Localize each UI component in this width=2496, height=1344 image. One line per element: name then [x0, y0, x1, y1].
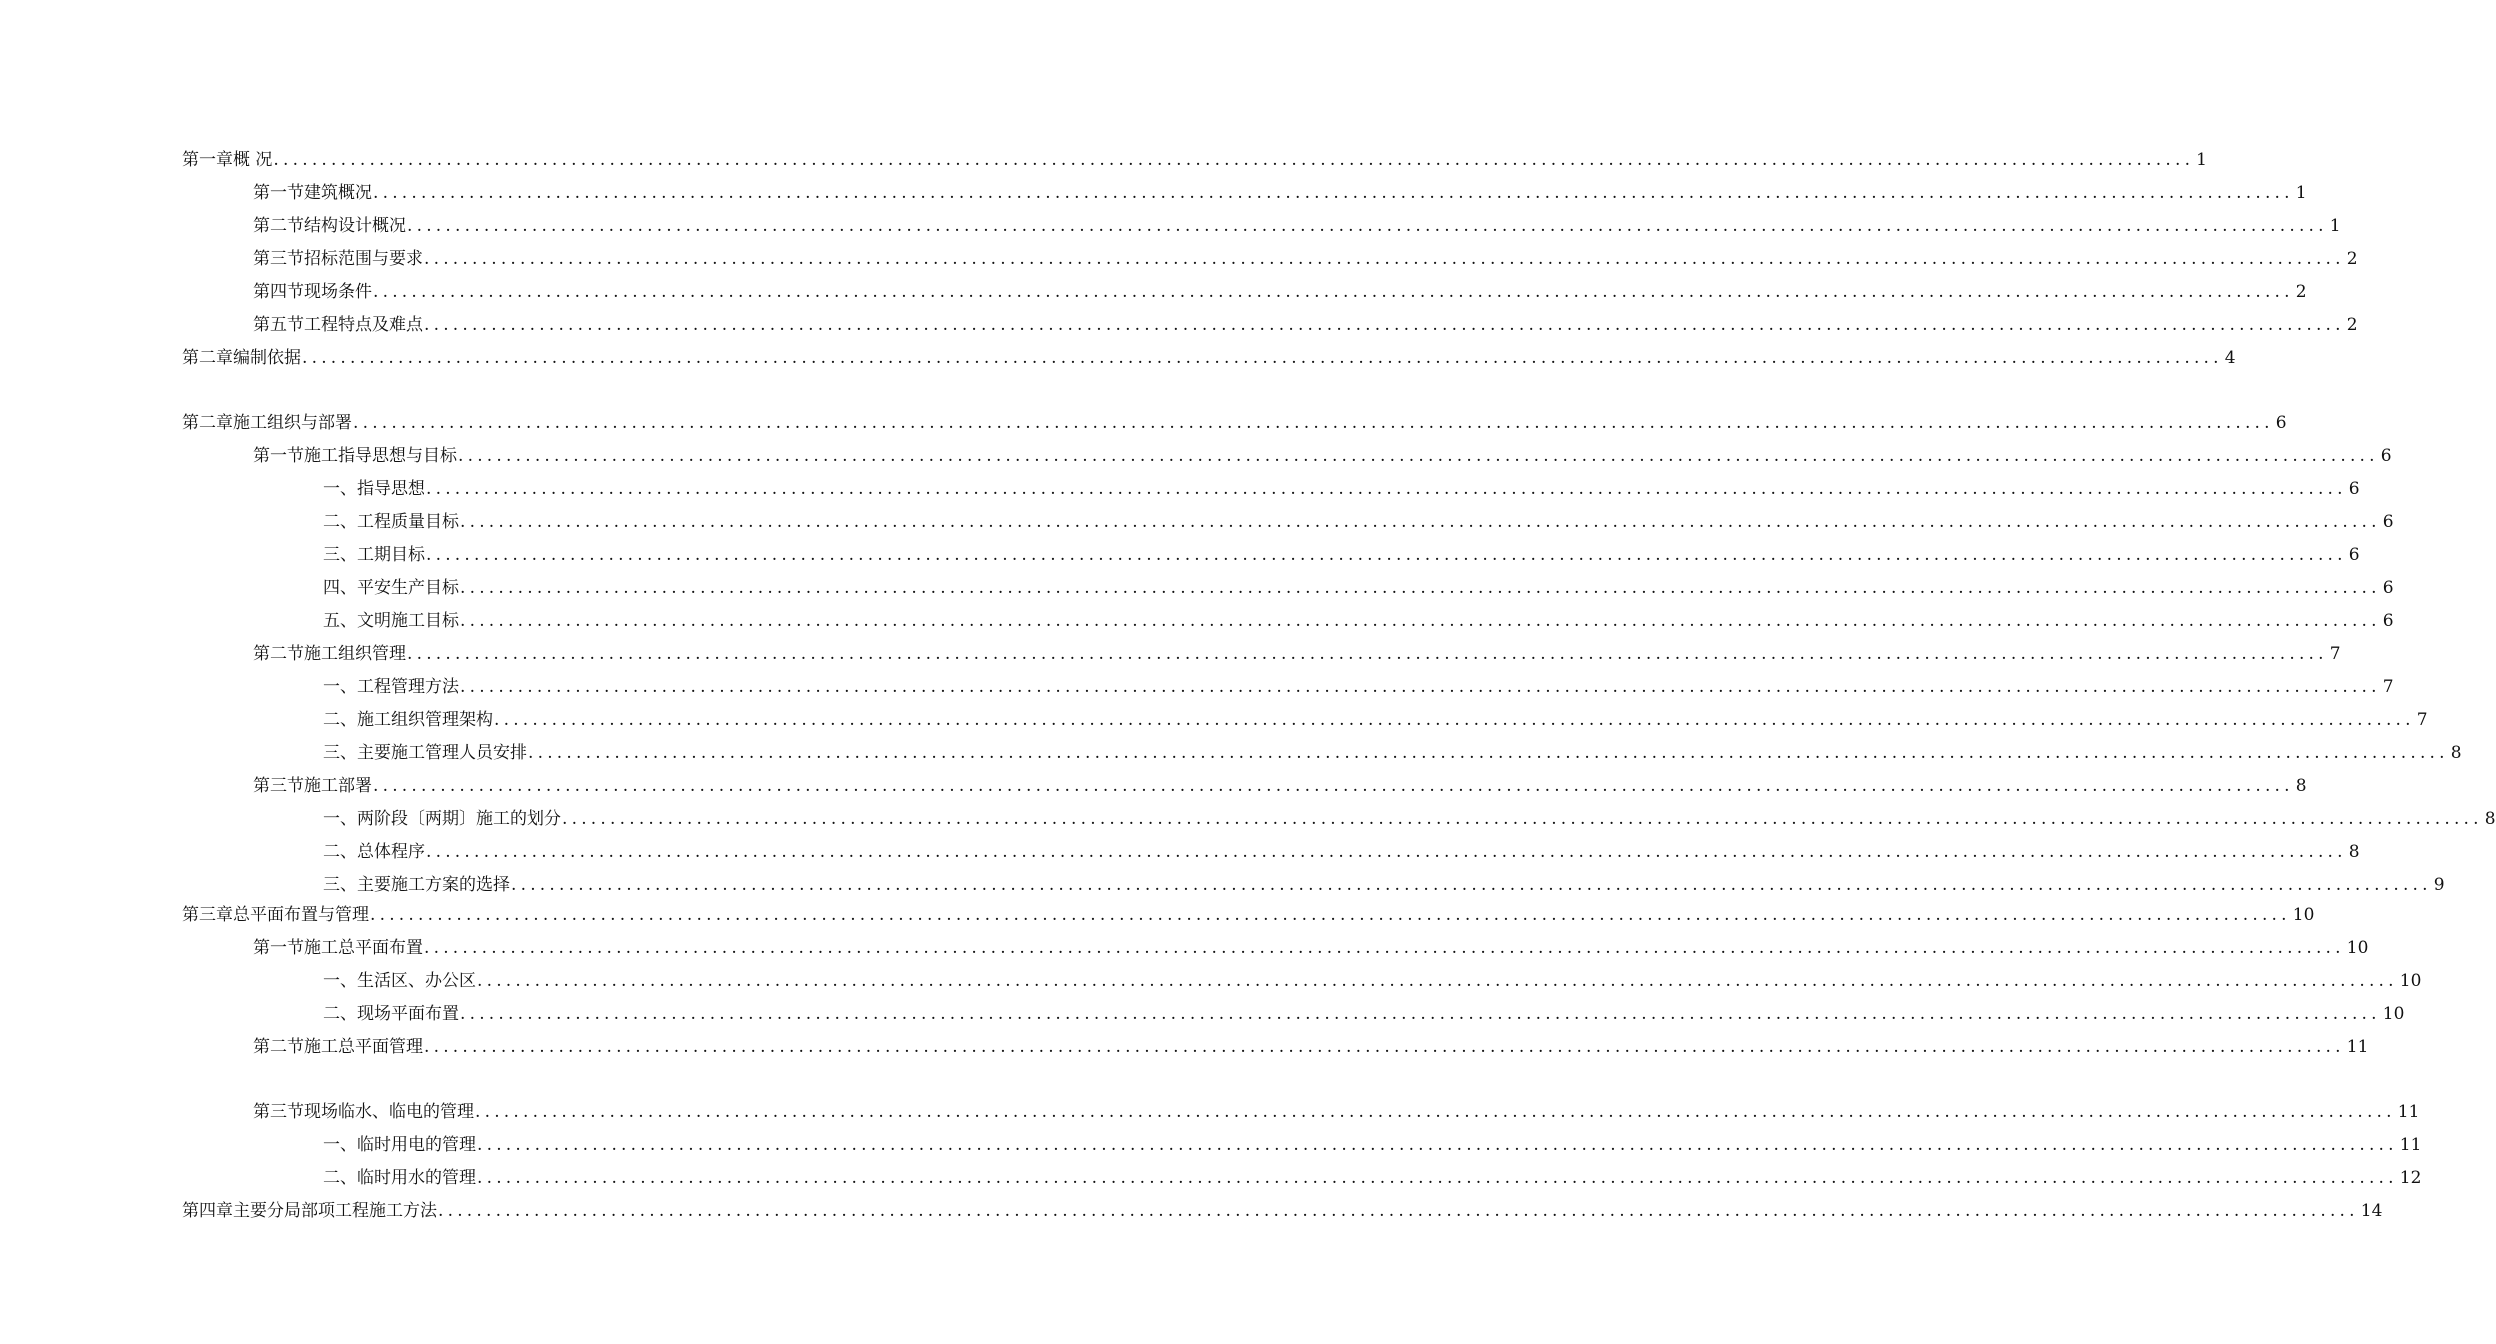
toc-entry[interactable]	[253, 934, 2369, 962]
toc-entry-page-number: 2	[2346, 249, 2358, 269]
toc-entry-title: 三、主要施工管理人员安排	[323, 743, 527, 763]
toc-entry-title: 二、施工组织管理架构	[323, 710, 493, 730]
toc-entry-page-number: 1	[2196, 150, 2207, 170]
toc-entry-number: 第二节	[253, 1037, 304, 1057]
dot-leader: ........................................................................................................................................................................................................	[477, 1168, 2398, 1188]
toc-entry-number: 第一节	[253, 183, 304, 203]
toc-entry-title: 施工组织管理	[304, 644, 406, 664]
toc-entry-page-number: 2	[2346, 315, 2358, 335]
toc-entry-page-number: 7	[2382, 677, 2394, 697]
toc-entry-page-number: 1	[2329, 216, 2341, 236]
dot-leader: ........................................................................................................................................................................................................	[370, 905, 2291, 925]
toc-entry-title: 施工部署	[304, 776, 372, 796]
toc-entry-title: 施工组织与部署	[233, 413, 352, 433]
toc-entry[interactable]	[253, 245, 2358, 273]
toc-entry-number: 第二章	[182, 413, 233, 433]
toc-entry-title: 一、临时用电的管理	[323, 1135, 476, 1155]
toc-entry-page-number: 10	[2399, 971, 2422, 991]
toc-entry-page-number: 6	[2382, 578, 2394, 598]
toc-entry[interactable]	[323, 1000, 2405, 1028]
dot-leader: ........................................................................................................................................................................................................	[407, 216, 2328, 236]
toc-entry-title: 现场临水、临电的管理	[304, 1102, 474, 1122]
dot-leader: ........................................................................................................................................................................................................	[424, 1037, 2345, 1057]
toc-entry-page-number: 8	[2295, 776, 2307, 796]
toc-entry-page-number: 6	[2275, 413, 2287, 433]
dot-leader: ........................................................................................................................................................................................................	[426, 842, 2347, 862]
toc-entry[interactable]	[323, 574, 2394, 602]
toc-entry-page-number: 10	[2346, 938, 2369, 958]
dot-leader: ........................................................................................................................................................................................................	[475, 1102, 2396, 1122]
toc-entry-number: 第一节	[253, 938, 304, 958]
toc-entry[interactable]	[182, 901, 2315, 929]
dot-leader: ........................................................................................................................................................................................................	[562, 809, 2483, 829]
toc-entry-title: 结构设计概况	[304, 216, 406, 236]
toc-entry-page-number: 7	[2416, 710, 2428, 730]
dot-leader: ........................................................................................................................................................................................................	[426, 545, 2347, 565]
toc-entry[interactable]	[323, 607, 2394, 635]
toc-entry-page-number: 6	[2382, 512, 2394, 532]
toc-entry-title: 工程特点及难点	[304, 315, 423, 335]
toc-entry-number: 第三节	[253, 1102, 304, 1122]
toc-entry[interactable]	[253, 179, 2307, 207]
toc-entry-title: 一、两阶段〔两期〕施工的划分	[323, 809, 561, 829]
dot-leader: ........................................................................................................................................................................................................	[373, 776, 2294, 796]
toc-entry[interactable]	[323, 706, 2428, 734]
toc-entry-title: 建筑概况	[304, 183, 372, 203]
dot-leader: ........................................................................................................................................................................................................	[494, 710, 2415, 730]
toc-entry-title: 施工总平面管理	[304, 1037, 423, 1057]
toc-entry-page-number: 12	[2399, 1168, 2422, 1188]
toc-entry-title: 现场条件	[304, 282, 372, 302]
toc-entry[interactable]	[323, 508, 2394, 536]
toc-entry-title: 二、临时用水的管理	[323, 1168, 476, 1188]
toc-entry-number: 第四节	[253, 282, 304, 302]
toc-entry-page-number: 6	[2382, 611, 2394, 631]
dot-leader: ........................................................................................................................................................................................................	[373, 183, 2294, 203]
toc-entry-title: 施工指导思想与目标	[304, 446, 457, 466]
toc-entry-page-number: 1	[2295, 183, 2307, 203]
dot-leader: ........................................................................................................................................................................................................	[273, 150, 2195, 170]
toc-entry-number: 第二节	[253, 216, 304, 236]
toc-entry[interactable]	[182, 1197, 2383, 1225]
toc-entry[interactable]	[253, 640, 2341, 668]
toc-entry-title: 总平面布置与管理	[233, 905, 369, 925]
dot-leader: ........................................................................................................................................................................................................	[460, 611, 2381, 631]
toc-entry[interactable]	[182, 146, 2207, 174]
toc-entry-title: 编制依据	[233, 348, 301, 368]
toc-entry-number: 第五节	[253, 315, 304, 335]
toc-entry[interactable]	[323, 805, 2496, 833]
toc-entry[interactable]	[253, 1033, 2369, 1061]
toc-entry[interactable]	[323, 673, 2394, 701]
toc-entry[interactable]	[323, 967, 2422, 995]
dot-leader: ........................................................................................................................................................................................................	[477, 971, 2398, 991]
toc-entry-page-number: 11	[2399, 1135, 2422, 1155]
toc-entry-title: 二、现场平面布置	[323, 1004, 459, 1024]
toc-entry[interactable]	[253, 278, 2307, 306]
toc-entry-page-number: 4	[2224, 348, 2236, 368]
toc-entry-title: 一、指导思想	[323, 479, 425, 499]
toc-entry-number: 第四章	[182, 1201, 233, 1221]
dot-leader: ........................................................................................................................................................................................................	[477, 1135, 2398, 1155]
toc-entry[interactable]	[323, 1131, 2422, 1159]
dot-leader: ........................................................................................................................................................................................................	[460, 578, 2381, 598]
toc-entry-title: 招标范围与要求	[304, 249, 423, 269]
toc-entry-title: 三、主要施工方案的选择	[323, 875, 510, 895]
toc-entry-number: 第三节	[253, 249, 304, 269]
dot-leader: ........................................................................................................................................................................................................	[407, 644, 2328, 664]
toc-entry[interactable]	[253, 311, 2358, 339]
toc-entry[interactable]	[323, 838, 2360, 866]
toc-entry-title: 二、总体程序	[323, 842, 425, 862]
dot-leader: ........................................................................................................................................................................................................	[353, 413, 2274, 433]
dot-leader: ........................................................................................................................................................................................................	[426, 479, 2347, 499]
toc-entry-title: 一、工程管理方法	[323, 677, 459, 697]
toc-entry-number: 第二章	[182, 348, 233, 368]
dot-leader: ........................................................................................................................................................................................................	[511, 875, 2432, 895]
toc-entry[interactable]	[182, 409, 2287, 437]
dot-leader: ........................................................................................................................................................................................................	[424, 315, 2345, 335]
toc-entry-page-number: 11	[2346, 1037, 2369, 1057]
dot-leader: ........................................................................................................................................................................................................	[373, 282, 2294, 302]
dot-leader: ........................................................................................................................................................................................................	[438, 1201, 2359, 1221]
toc-entry-page-number: 14	[2360, 1201, 2383, 1221]
toc-entry[interactable]	[323, 1164, 2422, 1192]
toc-entry-page-number: 8	[2484, 809, 2496, 829]
toc-entry-title: 施工总平面布置	[304, 938, 423, 958]
toc-entry-page-number: 9	[2433, 875, 2445, 895]
toc-entry-number: 第一章	[182, 150, 233, 170]
toc-entry[interactable]	[253, 772, 2307, 800]
toc-entry[interactable]	[323, 475, 2360, 503]
toc-entry-number: 第一节	[253, 446, 304, 466]
toc-entry[interactable]	[253, 1098, 2420, 1126]
dot-leader: ........................................................................................................................................................................................................	[460, 1004, 2381, 1024]
toc-entry-title: 概 况	[233, 150, 273, 170]
dot-leader: ........................................................................................................................................................................................................	[424, 938, 2345, 958]
toc-entry-title: 四、平安生产目标	[323, 578, 459, 598]
toc-entry-title: 一、生活区、办公区	[323, 971, 476, 991]
toc-entry-page-number: 6	[2348, 545, 2360, 565]
toc-entry-page-number: 6	[2348, 479, 2360, 499]
dot-leader: ........................................................................................................................................................................................................	[460, 677, 2381, 697]
toc-entry[interactable]	[323, 541, 2360, 569]
dot-leader: ........................................................................................................................................................................................................	[302, 348, 2223, 368]
toc-entry[interactable]	[323, 871, 2445, 899]
toc-entry-title: 二、工程质量目标	[323, 512, 459, 532]
dot-leader: ........................................................................................................................................................................................................	[528, 743, 2449, 763]
toc-entry[interactable]	[253, 212, 2341, 240]
toc-entry[interactable]	[253, 442, 2392, 470]
toc-entry-number: 第三章	[182, 905, 233, 925]
toc-entry-number: 第二节	[253, 644, 304, 664]
toc-entry-page-number: 11	[2397, 1102, 2420, 1122]
dot-leader: ........................................................................................................................................................................................................	[424, 249, 2345, 269]
dot-leader: ........................................................................................................................................................................................................	[458, 446, 2379, 466]
toc-entry-page-number: 10	[2382, 1004, 2405, 1024]
toc-entry-page-number: 8	[2348, 842, 2360, 862]
toc-entry-title: 五、文明施工目标	[323, 611, 459, 631]
toc-entry[interactable]	[182, 344, 2236, 372]
toc-entry-title: 主要分局部项工程施工方法	[233, 1201, 437, 1221]
toc-entry-number: 第三节	[253, 776, 304, 796]
toc-entry-title: 三、工期目标	[323, 545, 425, 565]
toc-entry-page-number: 8	[2450, 743, 2462, 763]
toc-entry-page-number: 7	[2329, 644, 2341, 664]
toc-entry[interactable]	[323, 739, 2462, 767]
toc-entry-page-number: 2	[2295, 282, 2307, 302]
dot-leader: ........................................................................................................................................................................................................	[460, 512, 2381, 532]
toc-entry-page-number: 6	[2380, 446, 2392, 466]
toc-entry-page-number: 10	[2292, 905, 2315, 925]
